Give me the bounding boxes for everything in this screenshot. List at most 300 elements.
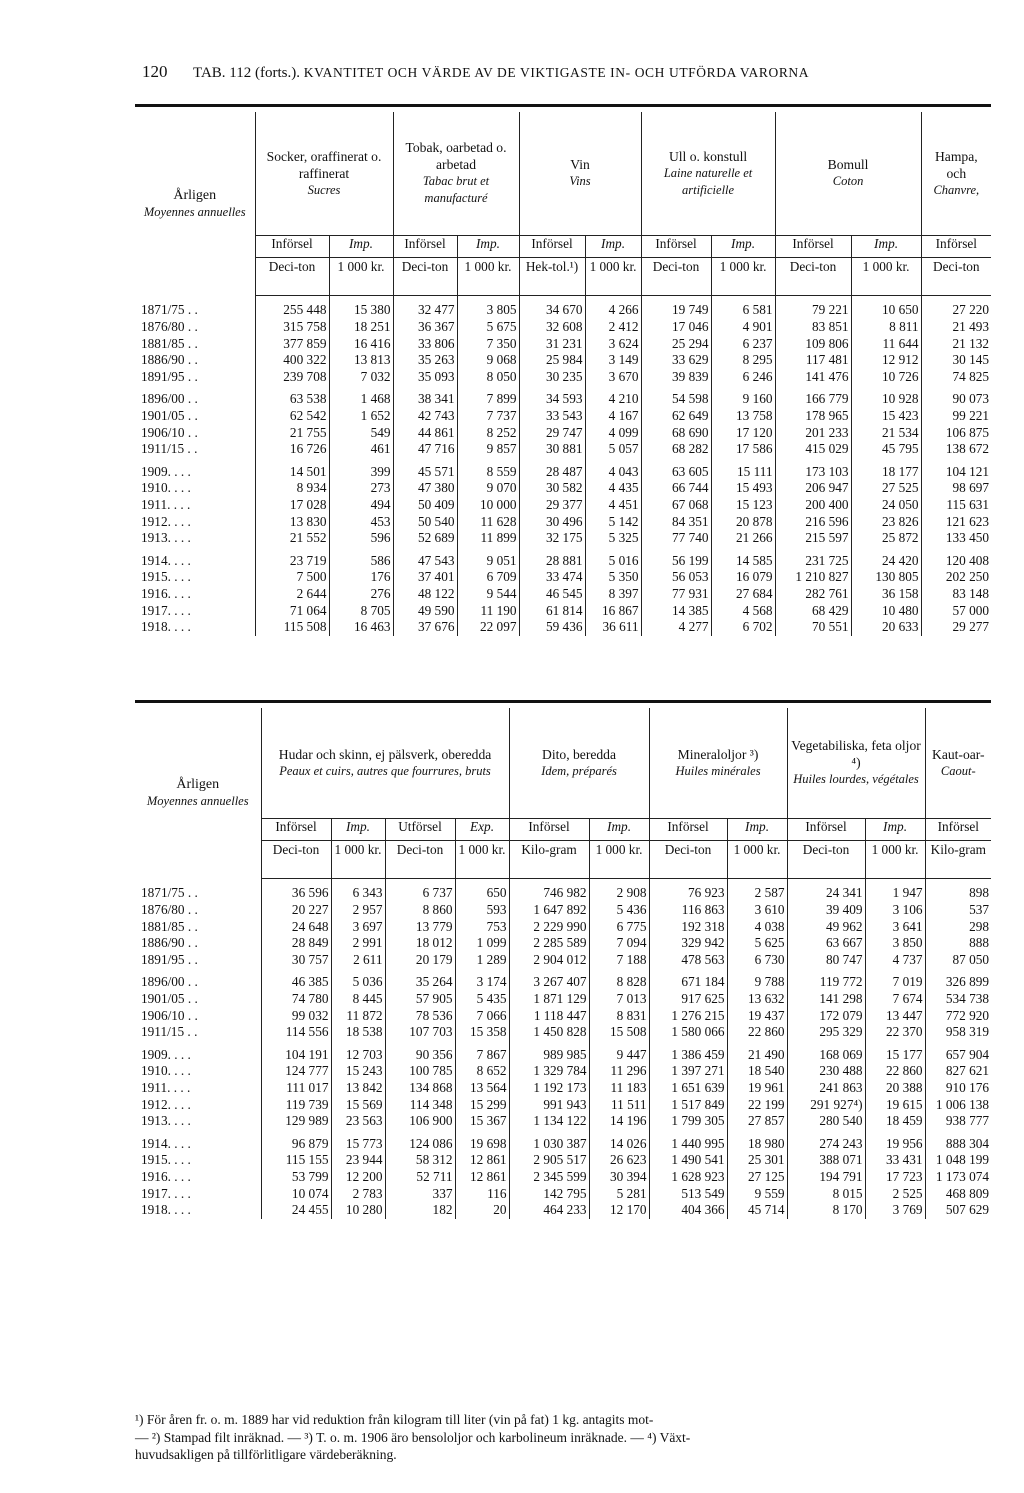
row-year: 1914. . . . <box>141 1135 191 1151</box>
flow-label: Imp. <box>851 235 921 257</box>
stub-label: Årligen <box>173 187 217 203</box>
value-cell: 2 905 517 <box>509 1152 589 1169</box>
group-wool <box>641 112 775 235</box>
value-cell: 295 329 <box>787 1024 865 1041</box>
row-year: 1881/85 . . <box>141 335 198 351</box>
value-cell: 241 863 <box>787 1080 865 1097</box>
value-cell: 11 628 <box>457 514 519 531</box>
value-cell: 172 079 <box>787 1008 865 1025</box>
value-cell: 20 179 <box>385 952 455 969</box>
value-cell: 4 043 <box>585 464 641 481</box>
value-cell: 35 093 <box>393 369 457 386</box>
value-cell: 32 608 <box>519 319 585 336</box>
value-cell: 35 263 <box>393 352 457 369</box>
value-cell: 4 266 <box>585 295 641 319</box>
value-cell: 593 <box>455 902 509 919</box>
value-cell: 4 277 <box>641 619 711 636</box>
table-row <box>135 1136 991 1153</box>
row-year: 1896/00 . . <box>141 974 198 990</box>
value-cell: 888 <box>925 935 991 952</box>
value-cell: 1 871 129 <box>509 991 589 1008</box>
value-cell: 13 632 <box>727 991 787 1008</box>
value-cell: 6 581 <box>711 295 775 319</box>
value-cell: 201 233 <box>775 425 851 442</box>
value-cell: 10 280 <box>331 1202 385 1219</box>
group-vegetable-oils <box>787 708 925 818</box>
table-row <box>135 603 991 620</box>
value-cell: 7 013 <box>589 991 649 1008</box>
value-cell: 6 246 <box>711 369 775 386</box>
value-cell: 30 235 <box>519 369 585 386</box>
value-cell: 4 451 <box>585 497 641 514</box>
value-cell: 2 525 <box>865 1186 925 1203</box>
value-cell: 453 <box>329 514 393 531</box>
value-cell: 106 875 <box>921 425 991 442</box>
value-cell: 168 069 <box>787 1047 865 1064</box>
value-cell: 47 716 <box>393 441 457 458</box>
value-cell: 3 624 <box>585 336 641 353</box>
value-cell: 2 957 <box>331 902 385 919</box>
group-fr: Laine naturelle et artificielle <box>663 165 753 197</box>
value-cell: 273 <box>329 480 393 497</box>
value-cell: 99 032 <box>261 1008 331 1025</box>
flow-label: Imp. <box>457 235 519 257</box>
value-cell: 216 596 <box>775 514 851 531</box>
unit-label: 1 000 kr. <box>331 840 385 878</box>
footnote-line: ¹) För åren fr. o. m. 1889 har vid reduktion från kilogram till liter (vin på fat) 1 kg. antagits mot- <box>135 1412 654 1427</box>
flow-label: Utförsel <box>385 818 455 840</box>
value-cell: 206 947 <box>775 480 851 497</box>
value-cell: 120 408 <box>921 553 991 570</box>
value-cell: 67 068 <box>641 497 711 514</box>
value-cell: 166 779 <box>775 391 851 408</box>
unit-label: 1 000 kr. <box>711 257 775 295</box>
value-cell: 274 243 <box>787 1136 865 1153</box>
value-cell: 3 174 <box>455 974 509 991</box>
value-cell: 2 285 589 <box>509 935 589 952</box>
value-cell: 16 416 <box>329 336 393 353</box>
table-row <box>135 497 991 514</box>
value-cell: 116 863 <box>649 902 727 919</box>
value-cell: 13 779 <box>385 919 455 936</box>
table-row <box>135 425 991 442</box>
value-cell: 9 857 <box>457 441 519 458</box>
footnotes <box>135 1411 995 1464</box>
value-cell: 1 329 784 <box>509 1063 589 1080</box>
value-cell: 25 294 <box>641 336 711 353</box>
value-cell: 8 811 <box>851 319 921 336</box>
value-cell: 178 965 <box>775 408 851 425</box>
value-cell: 11 872 <box>331 1008 385 1025</box>
value-cell: 83 148 <box>921 586 991 603</box>
value-cell: 27 220 <box>921 295 991 319</box>
value-cell: 13 447 <box>865 1008 925 1025</box>
row-year: 1909. . . . <box>141 1046 191 1062</box>
value-cell: 50 409 <box>393 497 457 514</box>
page-number: 120 <box>142 62 168 81</box>
value-cell: 13 564 <box>455 1080 509 1097</box>
value-cell: 1 468 <box>329 391 393 408</box>
table-row <box>135 408 991 425</box>
value-cell: 478 563 <box>649 952 727 969</box>
unit-label: 1 000 kr. <box>727 840 787 878</box>
flow-label: Imp. <box>589 818 649 840</box>
value-cell: 15 423 <box>851 408 921 425</box>
value-cell: 12 861 <box>455 1169 509 1186</box>
value-cell: 230 488 <box>787 1063 865 1080</box>
value-cell: 202 250 <box>921 569 991 586</box>
value-cell: 7 350 <box>457 336 519 353</box>
value-cell: 746 982 <box>509 878 589 902</box>
value-cell: 70 551 <box>775 619 851 636</box>
value-cell: 54 598 <box>641 391 711 408</box>
value-cell: 18 012 <box>385 935 455 952</box>
value-cell: 326 899 <box>925 974 991 991</box>
group-fr: Vins <box>569 174 591 189</box>
value-cell: 5 016 <box>585 553 641 570</box>
flow-label: Införsel <box>393 235 457 257</box>
value-cell: 7 066 <box>455 1008 509 1025</box>
value-cell: 8 445 <box>331 991 385 1008</box>
value-cell: 4 901 <box>711 319 775 336</box>
value-cell: 46 385 <box>261 974 331 991</box>
group-sv: Ull o. konstull <box>668 148 748 164</box>
value-cell: 52 711 <box>385 1169 455 1186</box>
value-cell: 176 <box>329 569 393 586</box>
row-year: 1918. . . . <box>141 1202 191 1218</box>
value-cell: 68 282 <box>641 441 711 458</box>
value-cell: 4 568 <box>711 603 775 620</box>
value-cell: 15 367 <box>455 1113 509 1130</box>
value-cell: 1 048 199 <box>925 1152 991 1169</box>
value-cell: 549 <box>329 425 393 442</box>
row-year: 1910. . . . <box>141 480 191 496</box>
value-cell: 25 301 <box>727 1152 787 1169</box>
value-cell: 37 676 <box>393 619 457 636</box>
value-cell: 4 435 <box>585 480 641 497</box>
table-textiles-sugar <box>135 112 991 636</box>
group-sv: Socker, oraffinerat o. raffinerat <box>266 148 382 181</box>
table-title: KVANTITET OCH VÄRDE AV DE VIKTIGASTE IN- OCH UTFÖRDA VARORNA <box>303 65 810 80</box>
unit-label: Kilo-gram <box>509 840 589 878</box>
value-cell: 96 879 <box>261 1136 331 1153</box>
value-cell: 3 610 <box>727 902 787 919</box>
value-cell: 15 380 <box>329 295 393 319</box>
row-year: 1915. . . . <box>141 1152 191 1168</box>
value-cell: 57 000 <box>921 603 991 620</box>
value-cell: 28 487 <box>519 464 585 481</box>
value-cell: 15 177 <box>865 1047 925 1064</box>
table-row <box>135 514 991 531</box>
value-cell: 49 590 <box>393 603 457 620</box>
value-cell: 21 493 <box>921 319 991 336</box>
value-cell: 63 538 <box>255 391 329 408</box>
unit-label: Deci-ton <box>775 257 851 295</box>
value-cell: 18 540 <box>727 1063 787 1080</box>
group-fr: Tabac brut et manufacturé <box>422 174 490 206</box>
value-cell: 90 356 <box>385 1047 455 1064</box>
value-cell: 107 703 <box>385 1024 455 1041</box>
value-cell: 14 026 <box>589 1136 649 1153</box>
value-cell: 4 099 <box>585 425 641 442</box>
value-cell: 3 805 <box>457 295 519 319</box>
value-cell: 24 420 <box>851 553 921 570</box>
value-cell: 1 030 387 <box>509 1136 589 1153</box>
value-cell: 8 831 <box>589 1008 649 1025</box>
value-cell: 400 322 <box>255 352 329 369</box>
row-year: 1911/15 . . <box>141 1024 198 1040</box>
value-cell: 28 849 <box>261 935 331 952</box>
flow-label: Införsel <box>255 235 329 257</box>
value-cell: 276 <box>329 586 393 603</box>
group-sv: Dito, beredda <box>542 746 617 762</box>
value-cell: 215 597 <box>775 530 851 547</box>
value-cell: 68 690 <box>641 425 711 442</box>
value-cell: 231 725 <box>775 553 851 570</box>
group-rubber <box>925 708 991 818</box>
value-cell: 26 623 <box>589 1152 649 1169</box>
group-fr: Coton <box>832 174 864 189</box>
group-raw-hides <box>261 708 509 818</box>
row-year: 1871/75 . . <box>141 302 198 318</box>
table-row <box>135 1008 991 1025</box>
value-cell: 5 435 <box>455 991 509 1008</box>
value-cell: 7 188 <box>589 952 649 969</box>
unit-label: Deci-ton <box>921 257 991 295</box>
value-cell: 8 705 <box>329 603 393 620</box>
value-cell: 650 <box>455 878 509 902</box>
value-cell: 20 227 <box>261 902 331 919</box>
value-cell: 586 <box>329 553 393 570</box>
group-fr: Peaux et cuirs, autres que fourrures, bruts <box>279 763 491 778</box>
value-cell: 8 860 <box>385 902 455 919</box>
value-cell: 142 795 <box>509 1186 589 1203</box>
value-cell: 27 125 <box>727 1169 787 1186</box>
value-cell: 17 028 <box>255 497 329 514</box>
row-year: 1911. . . . <box>141 496 191 512</box>
value-cell: 5 350 <box>585 569 641 586</box>
row-year: 1901/05 . . <box>141 407 198 423</box>
value-cell: 534 738 <box>925 991 991 1008</box>
flow-label: Införsel <box>519 235 585 257</box>
unit-label: Kilo-gram <box>925 840 991 878</box>
row-year: 1917. . . . <box>141 1185 191 1201</box>
value-cell: 1 173 074 <box>925 1169 991 1186</box>
value-cell: 19 698 <box>455 1136 509 1153</box>
value-cell: 52 689 <box>393 530 457 547</box>
value-cell: 9 788 <box>727 974 787 991</box>
value-cell: 29 747 <box>519 425 585 442</box>
value-cell: 36 367 <box>393 319 457 336</box>
value-cell: 8 295 <box>711 352 775 369</box>
value-cell: 16 079 <box>711 569 775 586</box>
value-cell: 115 631 <box>921 497 991 514</box>
value-cell: 87 050 <box>925 952 991 969</box>
value-cell: 12 200 <box>331 1169 385 1186</box>
value-cell: 10 726 <box>851 369 921 386</box>
flow-label: Införsel <box>775 235 851 257</box>
value-cell: 119 772 <box>787 974 865 991</box>
value-cell: 58 312 <box>385 1152 455 1169</box>
value-cell: 15 299 <box>455 1097 509 1114</box>
value-cell: 21 490 <box>727 1047 787 1064</box>
value-cell: 173 103 <box>775 464 851 481</box>
unit-row <box>135 840 991 878</box>
value-cell: 2 587 <box>727 878 787 902</box>
value-cell: 99 221 <box>921 408 991 425</box>
value-cell: 5 142 <box>585 514 641 531</box>
value-cell: 15 243 <box>331 1063 385 1080</box>
row-year: 1912. . . . <box>141 1096 191 1112</box>
value-cell: 8 050 <box>457 369 519 386</box>
value-cell: 388 071 <box>787 1152 865 1169</box>
group-prepared-hides <box>509 708 649 818</box>
table-row <box>135 878 991 902</box>
value-cell: 8 252 <box>457 425 519 442</box>
value-cell: 513 549 <box>649 1186 727 1203</box>
value-cell: 106 900 <box>385 1113 455 1130</box>
value-cell: 329 942 <box>649 935 727 952</box>
value-cell: 20 388 <box>865 1080 925 1097</box>
value-cell: 138 672 <box>921 441 991 458</box>
table-row <box>135 553 991 570</box>
value-cell: 13 758 <box>711 408 775 425</box>
value-cell: 1 192 173 <box>509 1080 589 1097</box>
value-cell: 6 702 <box>711 619 775 636</box>
value-cell: 464 233 <box>509 1202 589 1219</box>
flow-label: Införsel <box>925 818 991 840</box>
value-cell: 7 737 <box>457 408 519 425</box>
value-cell: 1 651 639 <box>649 1080 727 1097</box>
table-row <box>135 974 991 991</box>
group-cotton <box>775 112 921 235</box>
value-cell: 49 962 <box>787 919 865 936</box>
value-cell: 111 017 <box>261 1080 331 1097</box>
value-cell: 47 380 <box>393 480 457 497</box>
value-cell: 124 086 <box>385 1136 455 1153</box>
value-cell: 30 394 <box>589 1169 649 1186</box>
value-cell: 30 582 <box>519 480 585 497</box>
value-cell: 24 341 <box>787 878 865 902</box>
value-cell: 53 799 <box>261 1169 331 1186</box>
value-cell: 10 000 <box>457 497 519 514</box>
value-cell: 38 341 <box>393 391 457 408</box>
value-cell: 3 149 <box>585 352 641 369</box>
value-cell: 12 703 <box>331 1047 385 1064</box>
value-cell: 14 385 <box>641 603 711 620</box>
value-cell: 8 170 <box>787 1202 865 1219</box>
value-cell: 537 <box>925 902 991 919</box>
value-cell: 61 814 <box>519 603 585 620</box>
value-cell: 31 231 <box>519 336 585 353</box>
value-cell: 5 036 <box>331 974 385 991</box>
table-number: TAB. 112 (forts.). <box>192 65 300 81</box>
value-cell: 200 400 <box>775 497 851 514</box>
value-cell: 44 861 <box>393 425 457 442</box>
value-cell: 917 625 <box>649 991 727 1008</box>
value-cell: 596 <box>329 530 393 547</box>
value-cell: 33 474 <box>519 569 585 586</box>
value-cell: 1 210 827 <box>775 569 851 586</box>
value-cell: 461 <box>329 441 393 458</box>
value-cell: 13 813 <box>329 352 393 369</box>
table-row <box>135 1047 991 1064</box>
value-cell: 4 038 <box>727 919 787 936</box>
value-cell: 14 196 <box>589 1113 649 1130</box>
value-cell: 989 985 <box>509 1047 589 1064</box>
flow-label: Införsel <box>921 235 991 257</box>
value-cell: 9 068 <box>457 352 519 369</box>
table-row <box>135 1186 991 1203</box>
value-cell: 507 629 <box>925 1202 991 1219</box>
value-cell: 6 730 <box>727 952 787 969</box>
value-cell: 5 675 <box>457 319 519 336</box>
group-fr: Idem, préparés <box>541 763 617 778</box>
value-cell: 121 623 <box>921 514 991 531</box>
value-cell: 141 298 <box>787 991 865 1008</box>
value-cell: 7 899 <box>457 391 519 408</box>
table-row <box>135 1113 991 1130</box>
value-cell: 8 652 <box>455 1063 509 1080</box>
value-cell: 1 517 849 <box>649 1097 727 1114</box>
value-cell: 3 670 <box>585 369 641 386</box>
unit-label: 1 000 kr. <box>851 257 921 295</box>
row-year: 1913. . . . <box>141 1113 191 1129</box>
value-cell: 63 605 <box>641 464 711 481</box>
value-cell: 34 593 <box>519 391 585 408</box>
value-cell: 19 961 <box>727 1080 787 1097</box>
value-cell: 90 073 <box>921 391 991 408</box>
stub-label-fr: Moyennes annuelles <box>143 204 246 219</box>
value-cell: 14 585 <box>711 553 775 570</box>
value-cell: 30 145 <box>921 352 991 369</box>
value-cell: 22 199 <box>727 1097 787 1114</box>
value-cell: 59 436 <box>519 619 585 636</box>
value-cell: 1 386 459 <box>649 1047 727 1064</box>
value-cell: 100 785 <box>385 1063 455 1080</box>
value-cell: 25 872 <box>851 530 921 547</box>
value-cell: 15 493 <box>711 480 775 497</box>
value-cell: 3 106 <box>865 902 925 919</box>
flow-label: Införsel <box>509 818 589 840</box>
value-cell: 415 029 <box>775 441 851 458</box>
value-cell: 32 477 <box>393 295 457 319</box>
value-cell: 5 625 <box>727 935 787 952</box>
stub-label-fr: Moyennes annuelles <box>146 794 249 808</box>
value-cell: 1 647 892 <box>509 902 589 919</box>
page-header <box>142 62 1002 82</box>
flow-label: Imp. <box>331 818 385 840</box>
value-cell: 10 074 <box>261 1186 331 1203</box>
value-cell: 77 740 <box>641 530 711 547</box>
value-cell: 7 032 <box>329 369 393 386</box>
value-cell: 9 544 <box>457 586 519 603</box>
group-mineral-oils <box>649 708 787 818</box>
value-cell: 753 <box>455 919 509 936</box>
value-cell: 17 046 <box>641 319 711 336</box>
value-cell: 115 155 <box>261 1152 331 1169</box>
value-cell: 27 525 <box>851 480 921 497</box>
value-cell: 11 183 <box>589 1080 649 1097</box>
value-cell: 15 358 <box>455 1024 509 1041</box>
top-rule <box>135 104 991 107</box>
value-cell: 22 860 <box>865 1063 925 1080</box>
value-cell: 18 459 <box>865 1113 925 1130</box>
value-cell: 104 191 <box>261 1047 331 1064</box>
value-cell: 671 184 <box>649 974 727 991</box>
row-year: 1917. . . . <box>141 602 191 618</box>
value-cell: 9 160 <box>711 391 775 408</box>
